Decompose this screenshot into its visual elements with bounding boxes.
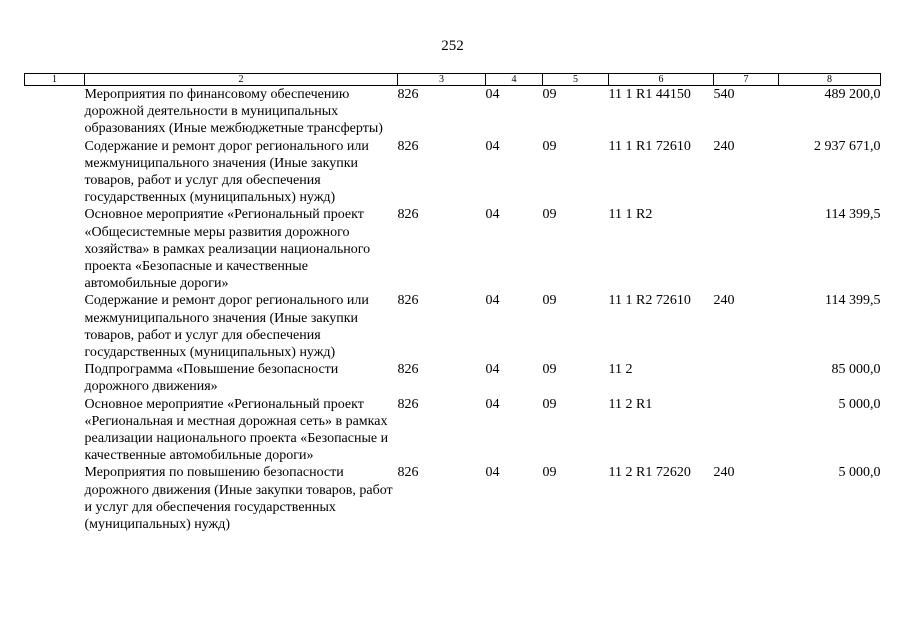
section-code: 04 [485,138,500,154]
amount: 489 200,0 [824,87,881,102]
amount: 85 000,0 [831,362,881,378]
ministry-code: 826 [397,465,419,481]
section-code: 04 [485,207,500,223]
ministry-code: 826 [397,87,419,102]
ministry-code: 826 [397,362,419,378]
target-article-code: 11 2 R1 72620 [608,465,691,481]
target-article-code: 11 1 R2 [608,207,653,223]
column-header: 6 [609,74,714,86]
subsection-code: 09 [542,465,557,481]
item-name: Мероприятия по финансовому обеспечению дорожной деятельности в муниципальных образованиях (Иные межбюджетные трансферты) [84,87,383,137]
expense-type-code: 240 [713,465,735,481]
column-header: 8 [779,74,881,86]
empty-cell [25,86,85,138]
expense-type-code: 240 [713,138,735,154]
expense-type-code: 540 [713,87,735,102]
ministry-code: 826 [397,138,419,154]
item-name: Мероприятия по повышению безопасности дорожного движения (Иные закупки товаров, работ и услуг для обеспечения государственных (муниципальных) нужд) [84,465,393,533]
section-code: 04 [485,362,500,378]
empty-cell [25,464,85,533]
empty-cell [25,396,85,465]
empty-cell [25,138,85,207]
target-article-code: 11 1 R1 44150 [608,87,691,102]
table-row [25,361,881,395]
column-header: 5 [543,74,609,86]
amount: 114 399,5 [825,293,881,309]
table-row [25,138,881,207]
expense-type-code: 240 [713,293,735,309]
column-header: 4 [486,74,543,86]
subsection-code: 09 [542,138,557,154]
amount: 2 937 671,0 [814,138,881,154]
budget-table [24,73,881,533]
subsection-code: 09 [542,362,557,378]
column-number-row [25,74,881,86]
item-name: Основное мероприятие «Региональный проект «Общесистемные меры развития дорожного хозяйства» в рамках реализации национального проекта «Безопасные и качественные автомобильные дороги» [84,207,371,292]
page-number: 252 [441,38,464,54]
target-article-code: 11 2 [608,362,633,378]
empty-cell [25,206,85,292]
subsection-code: 09 [542,293,557,309]
amount: 5 000,0 [838,396,881,412]
expense-type-code [714,396,779,465]
subsection-code: 09 [542,396,557,412]
column-header: 7 [714,74,779,86]
section-code: 04 [485,465,500,481]
subsection-code: 09 [542,207,557,223]
table-row [25,206,881,292]
table-row [25,396,881,465]
section-code: 04 [485,87,500,102]
table-row [25,292,881,361]
section-code: 04 [485,396,500,412]
subsection-code: 09 [542,87,557,102]
column-header: 1 [25,74,85,86]
expense-type-code [714,206,779,292]
target-article-code: 11 1 R1 72610 [608,138,691,154]
target-article-code: 11 2 R1 [608,396,653,412]
ministry-code: 826 [397,396,419,412]
item-name: Содержание и ремонт дорог регионального или межмуниципального значения (Иные закупки товаров, работ и услуг для обеспечения государственных (муниципальных) нужд) [84,293,369,361]
target-article-code: 11 1 R2 72610 [608,293,691,309]
ministry-code: 826 [397,293,419,309]
ministry-code: 826 [397,207,419,223]
amount: 5 000,0 [838,465,881,481]
column-header: 2 [85,74,398,86]
item-name: Основное мероприятие «Региональный проект «Региональная и местная дорожная сеть» в рамках реализации национального проекта «Безопасные и качественные автомобильные дороги» [84,396,389,464]
table-row [25,464,881,533]
amount: 114 399,5 [825,207,881,223]
item-name: Содержание и ремонт дорог регионального или межмуниципального значения (Иные закупки товаров, работ и услуг для обеспечения государственных (муниципальных) нужд) [84,138,369,206]
section-code: 04 [485,293,500,309]
column-header: 3 [398,74,486,86]
table-row [25,86,881,138]
empty-cell [25,361,85,395]
expense-type-code [714,361,779,395]
item-name: Подпрограмма «Повышение безопасности дорожного движения» [84,362,339,395]
empty-cell [25,292,85,361]
